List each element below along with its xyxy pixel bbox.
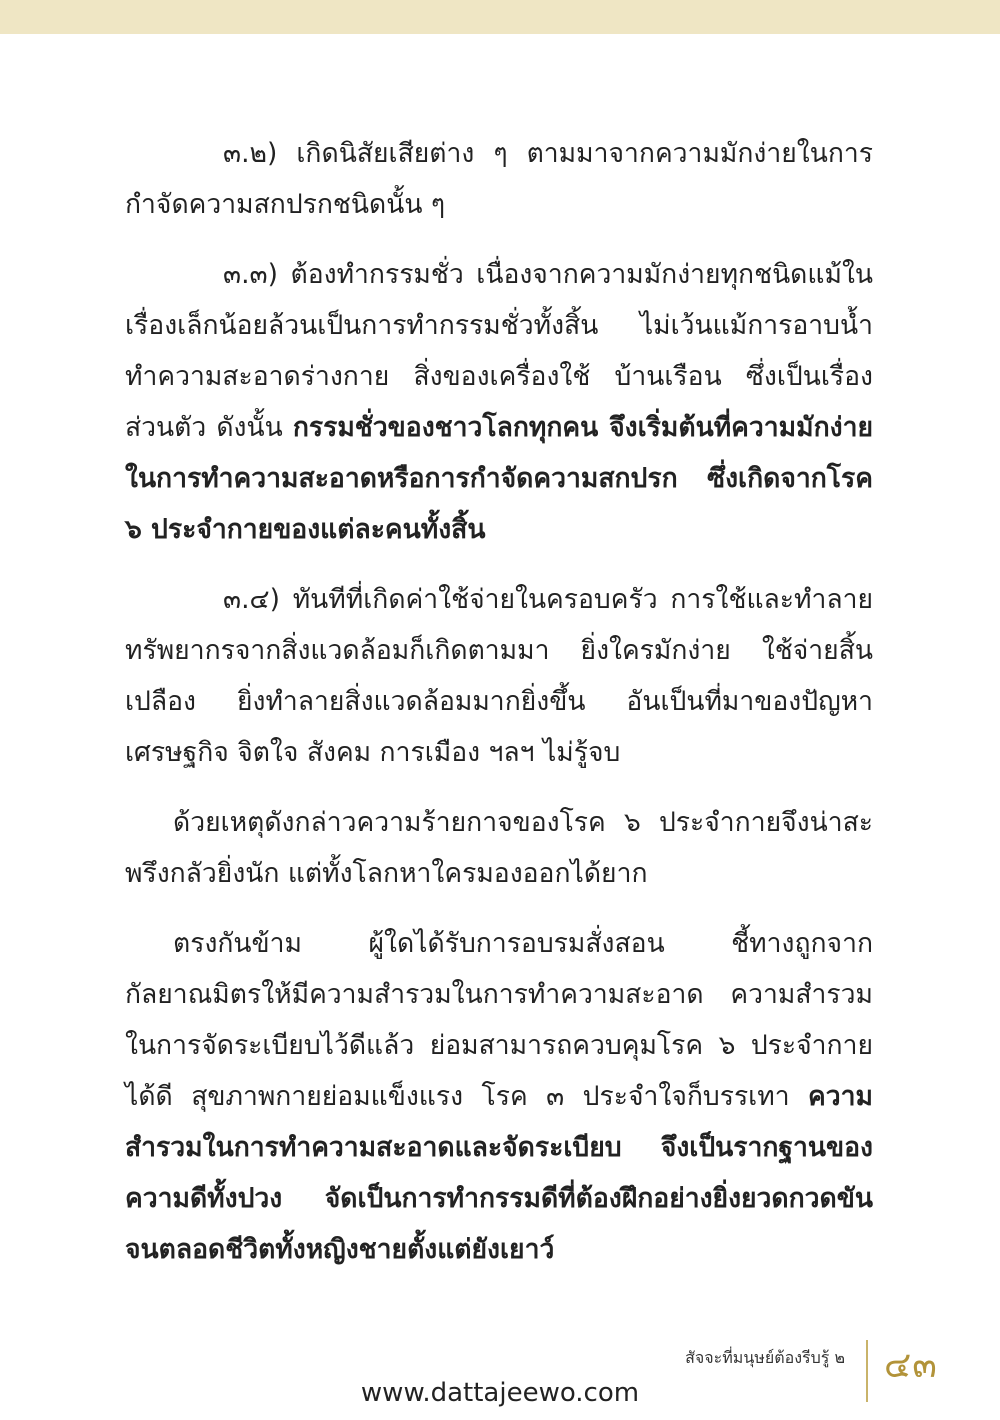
footer-website: www.dattajeewo.com [360,1378,640,1408]
page-number: ๔๓ [884,1345,938,1386]
paragraph-text: ๓.๔) ทันทีที่เกิดค่าใช้จ่ายในครอบครัว การใช้และทำลายทรัพยากรจากสิ่งแวดล้อมก็เกิดตามมา ยิ่งใครมักง่าย ใช้จ่ายสิ้นเปลือง ยิ่งทำลายสิ่งแวดล้อมมากยิ่งขึ้น อันเป็นที่มาของปัญหาเศรษฐกิจ จิตใจ สังคม การเมือง ฯลฯ ไม่รู้จบ [125,584,873,768]
paragraph-3-3 [125,249,873,555]
top-decorative-band [0,0,1000,34]
paragraph-contrast [125,918,873,1275]
page-body [125,128,873,1294]
paragraph-3-2 [125,128,873,230]
paragraph-3-4 [125,574,873,778]
paragraph-bold-text: กรรมชั่วของชาวโลกทุกคน จึงเริ่มต้นที่ความมักง่ายในการทำความสะอาดหรือการกำจัดความสกปรก ซึ่งเกิดจากโรค ๖ ประจำกายของแต่ละคนทั้งสิ้น [125,412,873,545]
footer-book-title: สัจจะที่มนุษย์ต้องรีบรู้ ๒ [685,1348,845,1367]
paragraph-text: ๓.๓) ต้องทำกรรมชั่ว เนื่องจากความมักง่ายทุกชนิดแม้ในเรื่องเล็กน้อยล้วนเป็นการทำกรรมชั่วทั้งสิ้น ไม่เว้นแม้การอาบน้ำทำความสะอาดร่างกาย สิ่งของเครื่องใช้ บ้านเรือน ซึ่งเป็นเรื่องส่วนตัว ดังนั้น [125,259,873,443]
paragraph-text: ด้วยเหตุดังกล่าวความร้ายกาจของโรค ๖ ประจำกายจึงน่าสะพรึงกลัวยิ่งนัก แต่ทั้งโลกหาใครมองออกได้ยาก [125,807,873,889]
paragraph-text: ๓.๒) เกิดนิสัยเสียต่าง ๆ ตามมาจากความมักง่ายในการกำจัดความสกปรกชนิดนั้น ๆ [125,138,873,220]
paragraph-conclusion [125,797,873,899]
paragraph-bold-text: ความสำรวมในการทำความสะอาดและจัดระเบียบ จึงเป็นรากฐานของความดีทั้งปวง จัดเป็นการทำกรรมดีที่ต้องฝึกอย่างยิ่งยวดกวดขันจนตลอดชีวิตทั้งหญิงชายตั้งแต่ยังเยาว์ [125,1081,873,1265]
paragraph-text: ตรงกันข้าม ผู้ใดได้รับการอบรมสั่งสอน ชี้ทางถูกจากกัลยาณมิตรให้มีความสำรวมในการทำความสะอาด ความสำรวมในการจัดระเบียบไว้ดีแล้ว ย่อมสามารถควบคุมโรค ๖ ประจำกายได้ดี สุขภาพกายย่อมแข็งแรง โรค ๓ ประจำใจก็บรรเทา [125,928,873,1112]
